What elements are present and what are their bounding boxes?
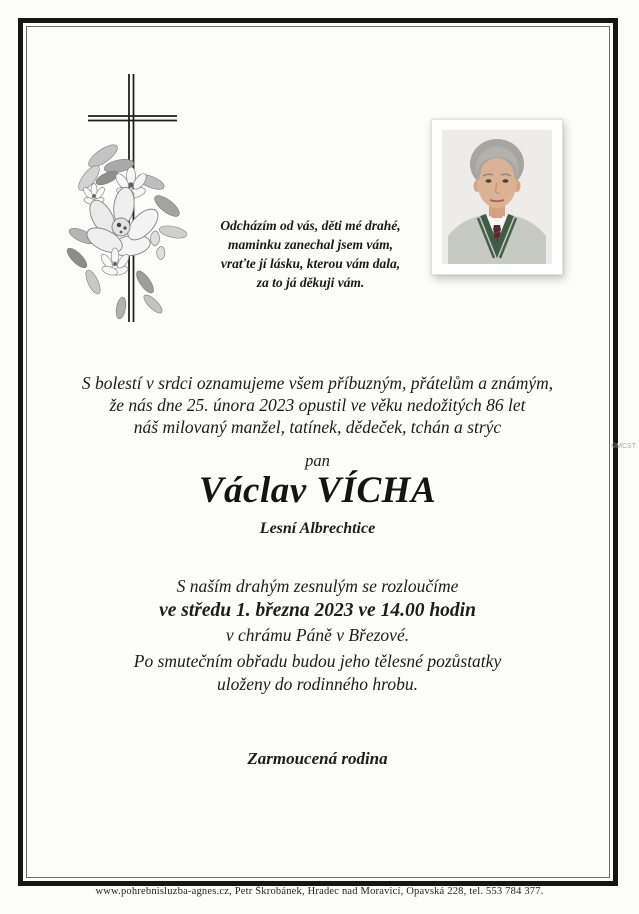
salutation: pan — [305, 451, 330, 470]
portrait-image — [442, 130, 552, 264]
poem — [168, 216, 453, 292]
printer-watermark: ©MCST — [611, 443, 636, 450]
farewell-date-line: ve středu 1. března 2023 ve 14.00 hodin — [159, 600, 476, 621]
poem-line: maminku zanechal jsem vám, — [227, 237, 393, 252]
residence: Lesní Albrechtice — [259, 520, 376, 537]
deceased-name: Václav VÍCHA — [198, 470, 437, 511]
cross-flowers-decoration — [55, 60, 215, 345]
footer-contact: www.pohrebnisluzba-agnes.cz, Petr Škrobánek, Hradec nad Moravicí, Opavská 228, tel. 553 784 377. — [95, 886, 544, 897]
burial-line: Po smutečním obřadu budou jeho tělesné pozůstatky — [133, 651, 502, 671]
announcement-line: že nás dne 25. února 2023 opustil ve věku nedožitých 86 let — [109, 395, 526, 415]
poem-line: za to já děkuji vám. — [256, 275, 365, 290]
cross-flowers-icon — [55, 60, 215, 345]
farewell-line: S naším drahým zesnulým se rozloučíme — [176, 576, 459, 596]
announcement-line: náš milovaný manžel, tatínek, dědeček, tchán a strýc — [133, 417, 502, 437]
announcement — [30, 372, 605, 438]
poem-line: Odcházím od vás, děti mé drahé, — [220, 218, 401, 233]
burial-line: uloženy do rodinného hrobu. — [217, 674, 418, 694]
burial-note — [30, 650, 605, 696]
farewell-place-line: v chrámu Páně v Březové. — [225, 625, 410, 645]
farewell-details — [30, 575, 605, 647]
signature: Zarmoucená rodina — [247, 749, 388, 768]
poem-line: vraťte jí lásku, kterou vám dala, — [220, 256, 401, 271]
announcement-line: S bolestí v srdci oznamujeme všem příbuzným, přátelům a známým, — [81, 373, 554, 393]
